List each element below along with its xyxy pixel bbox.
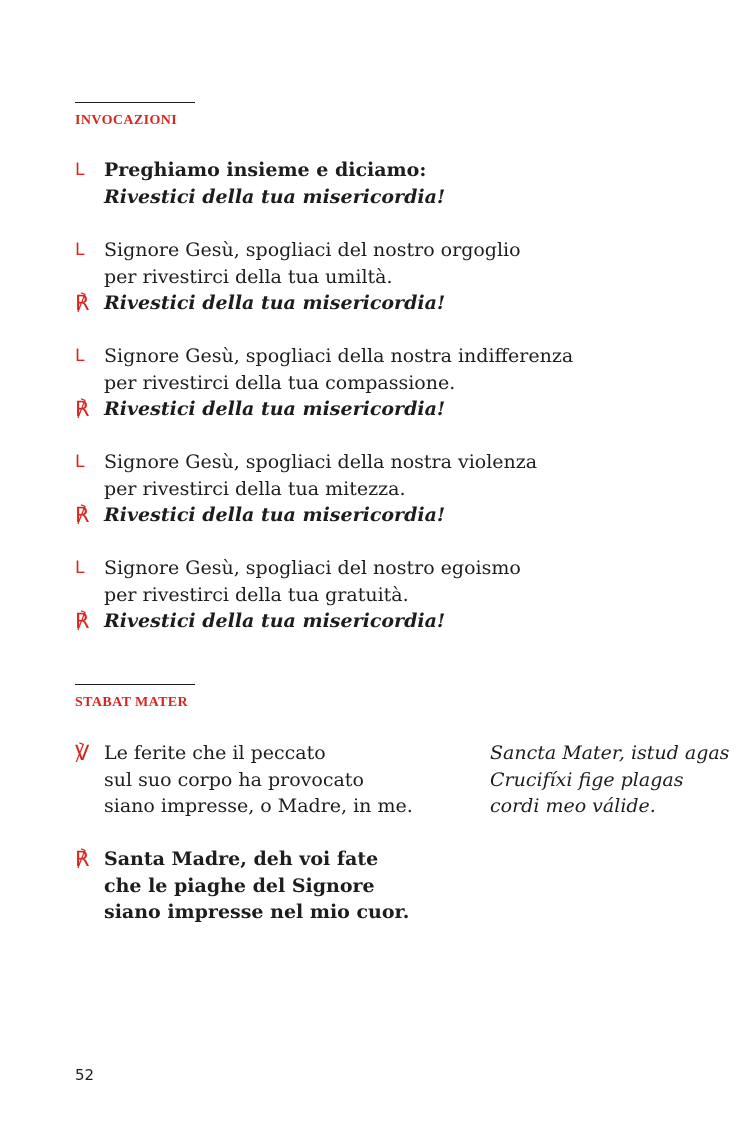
leader-marker: L [75,240,85,260]
verse-line-latin: Sancta Mater, istud agas [490,742,730,764]
invocation-item [75,343,715,423]
invocation-line: Signore Gesù, spogliaci del nostro egoismo [104,557,521,579]
invocation-item [75,237,715,317]
verse-line-italian: Le ferite che il peccato [104,742,326,764]
stabat-response [75,846,715,926]
leader-marker: L [75,452,85,472]
intro-block [75,157,715,210]
invocation-line: per rivestirci della tua gratuità. [104,583,409,606]
leader-marker: L [75,346,85,366]
response-line: Rivestici della tua misericordia! [104,610,446,632]
response-line: Santa Madre, deh voi fate [104,848,379,870]
section-rule [75,684,195,685]
response-line: Rivestici della tua misericordia! [104,504,446,526]
verse-line-latin: Crucifíxi fige plagas [490,768,684,791]
invocation-line: per rivestirci della tua mitezza. [104,477,406,500]
intro-line: Preghiamo insieme e diciamo: [104,159,427,181]
response-line: che le piaghe del Signore [104,874,375,897]
page-number: 52 [75,1066,95,1084]
invocation-item [75,449,715,529]
invocation-line: per rivestirci della tua compassione. [104,371,456,394]
verse-line-latin: cordi meo válide. [490,795,656,817]
section-rule [75,102,195,103]
section-heading-invocazioni: INVOCAZIONI [75,113,178,128]
verse-line-italian: siano impresse, o Madre, in me. [104,795,413,817]
response-marker: ℟ [75,291,90,315]
response-marker: ℟ [75,609,90,633]
response-line: siano impresse nel mio cuor. [104,901,410,923]
leader-marker: L [75,558,85,578]
section-heading-stabat-mater: STABAT MATER [75,695,189,710]
invocation-line: per rivestirci della tua umiltà. [104,265,393,288]
response-marker: ℟ [75,397,90,421]
stabat-verse [75,740,730,820]
invocation-line: Signore Gesù, spogliaci della nostra indifferenza [104,345,574,367]
verse-line-italian: sul suo corpo ha provocato [104,768,364,791]
response-line: Rivestici della tua misericordia! [104,398,446,420]
verse-marker: ℣ [75,741,90,765]
intro-response: Rivestici della tua misericordia! [104,185,446,208]
response-marker: ℟ [75,503,90,527]
invocation-line: Signore Gesù, spogliaci della nostra violenza [104,451,538,473]
response-marker: ℟ [75,847,90,871]
response-line: Rivestici della tua misericordia! [104,292,446,314]
leader-marker: L [75,160,85,180]
invocation-item [75,555,715,635]
invocation-line: Signore Gesù, spogliaci del nostro orgoglio [104,239,521,261]
